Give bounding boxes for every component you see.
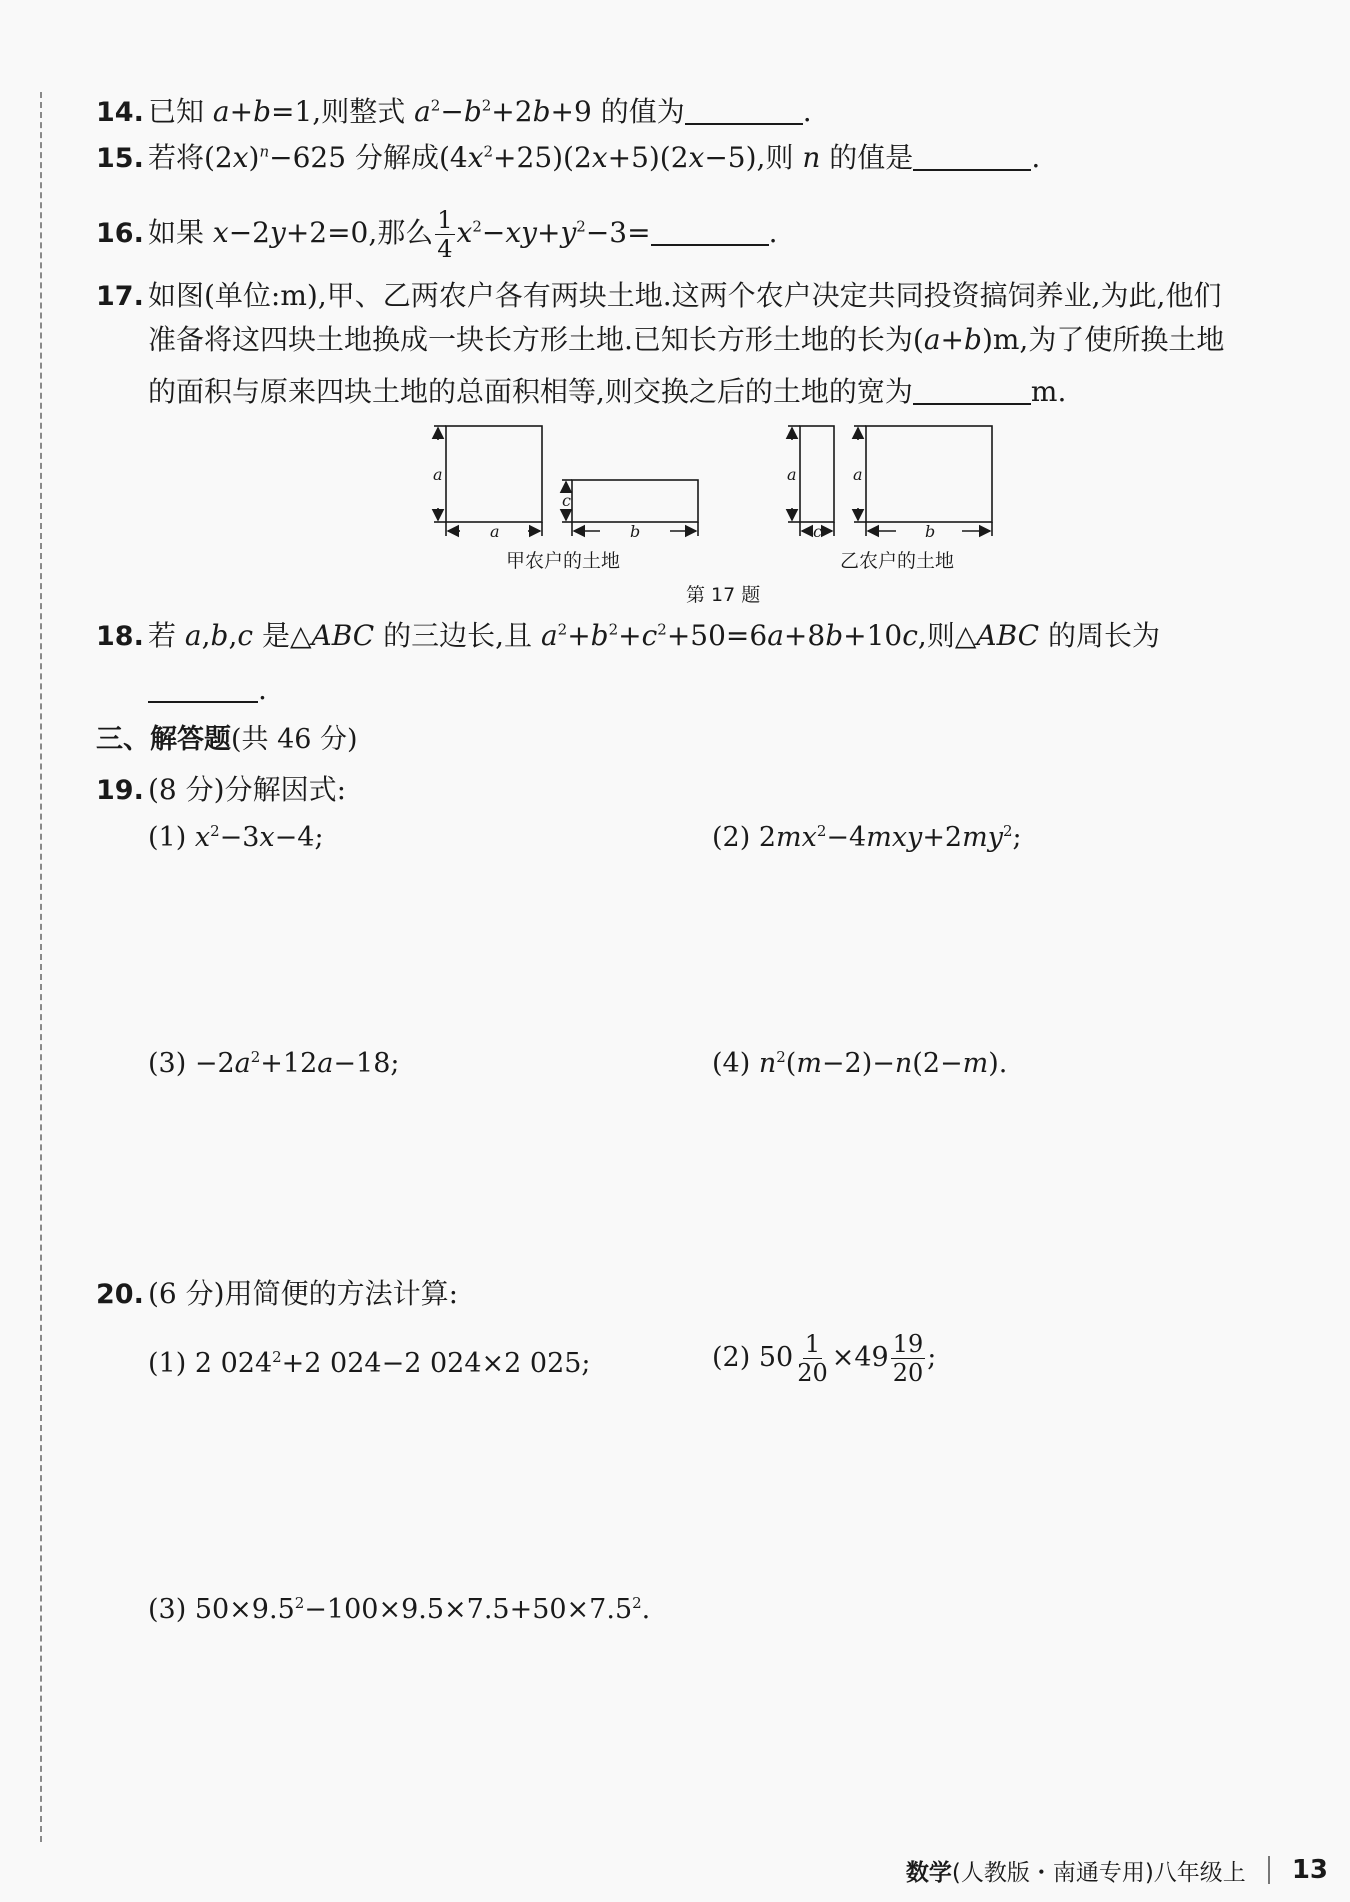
question-17-line-2 [148, 322, 1224, 358]
var: c [641, 619, 658, 652]
op: + [940, 323, 964, 356]
var: mxy [866, 822, 923, 853]
text: −4; [274, 822, 324, 853]
period: . [258, 673, 267, 706]
text: ) [248, 141, 260, 174]
text: +2=0,那么 [285, 216, 434, 249]
answer-blank[interactable] [651, 244, 769, 246]
var: ABC [976, 619, 1040, 652]
jia-square-height-label: a [433, 465, 443, 484]
question-14 [96, 94, 812, 131]
text: −2)− [821, 1048, 895, 1079]
section-points: (共 46 分) [231, 724, 358, 755]
exponent: 2 [776, 1048, 786, 1066]
text: −100×9.5×7.5+50×7.5 [304, 1594, 633, 1625]
var: x [194, 822, 211, 853]
question-number: 16. [96, 218, 144, 249]
section-title: 三、解答题 [96, 724, 231, 755]
op: − [481, 216, 506, 249]
text: . [641, 1594, 651, 1625]
question-18 [96, 618, 1160, 655]
answer-blank[interactable] [148, 701, 258, 703]
fraction [891, 1330, 926, 1387]
q20-part-3 [148, 1592, 650, 1628]
yi-narrow-height-label: a [787, 465, 797, 484]
op: + [536, 216, 561, 249]
var: a [414, 95, 431, 128]
numerator: 19 [892, 1330, 924, 1358]
var: b [463, 95, 482, 128]
denominator: 20 [892, 1359, 924, 1387]
exponent: 2 [632, 1594, 642, 1612]
var: y [269, 216, 286, 249]
exponent: 2 [294, 1594, 305, 1612]
yi-wide-width-label: b [925, 522, 936, 541]
yi-wide-plot [866, 426, 992, 522]
exponent: 2 [576, 217, 586, 236]
subject: 数学 [905, 1859, 952, 1886]
q19-part-2 [712, 820, 1022, 856]
var: x [212, 216, 229, 249]
text: 已知 [148, 95, 213, 128]
q19-part-1 [148, 820, 324, 856]
exponent: 2 [483, 142, 494, 161]
period: . [768, 216, 778, 249]
text: (4) [712, 1048, 759, 1079]
var: a [317, 1048, 334, 1079]
yi-narrow-width-label: c [813, 522, 822, 541]
question-number: 14. [96, 97, 144, 128]
var: n [758, 1048, 777, 1079]
book-title [906, 1854, 1246, 1887]
var: xy [505, 216, 537, 249]
exponent: 2 [557, 620, 568, 639]
var: c [902, 619, 918, 652]
text: ; [1012, 822, 1022, 853]
q19-part-3 [148, 1046, 399, 1082]
question-number: 18. [96, 621, 144, 652]
footer-divider [1268, 1856, 1270, 1884]
question-number: 15. [96, 143, 144, 174]
text: ×49 [831, 1342, 889, 1373]
question-19 [96, 772, 346, 809]
exponent: 2 [472, 217, 482, 236]
var: b [210, 619, 229, 652]
exponent: 2 [430, 96, 441, 115]
figure-caption: 第 17 题 [686, 584, 761, 606]
jia-caption: 甲农户的土地 [506, 550, 621, 572]
exponent: 2 [816, 822, 827, 840]
q19-part-4 [712, 1046, 1007, 1082]
text: −2 [228, 216, 270, 249]
q20-part-1 [148, 1346, 591, 1382]
var: a [767, 619, 784, 652]
question-number: 17. [96, 281, 144, 312]
text: (3) 50×9.5 [148, 1594, 295, 1625]
text: +2 [922, 822, 963, 853]
text: )m,为了使所换土地 [981, 323, 1225, 356]
text: −18; [333, 1048, 400, 1079]
var: a [212, 95, 230, 128]
jia-square-plot [446, 426, 542, 522]
var: x [232, 141, 249, 174]
var: b [253, 95, 272, 128]
text: +25)(2 [493, 141, 592, 174]
text: (2− [912, 1048, 963, 1079]
answer-blank[interactable] [685, 123, 803, 125]
question-16 [96, 206, 777, 263]
op: + [229, 95, 254, 128]
text: +12 [260, 1048, 318, 1079]
var: a [923, 323, 941, 356]
var: b [590, 619, 609, 652]
text: +9 的值为 [550, 95, 685, 128]
exponent: 2 [210, 822, 220, 840]
numerator: 1 [804, 1330, 821, 1358]
var: x [259, 822, 275, 853]
text: +2 [491, 95, 533, 128]
question-17-line-1 [96, 278, 1221, 315]
var: x [456, 216, 473, 249]
jia-rectangle-plot [572, 480, 698, 522]
exponent: n [259, 142, 270, 161]
var: b [532, 95, 551, 128]
question-number: 19. [96, 775, 144, 806]
text: ( [785, 1048, 797, 1079]
text: 的值是 [820, 141, 914, 174]
op: − [440, 95, 464, 128]
jia-rect-height-label: c [562, 491, 571, 510]
text: 若将(2 [148, 141, 233, 174]
text: 的面积与原来四块土地的总面积相等,则交换之后的土地的宽为 [148, 375, 913, 408]
jia-rect-width-label: b [630, 522, 641, 541]
text: +50=6 [666, 619, 768, 652]
text: +5)(2 [607, 141, 689, 174]
exponent: 2 [250, 1048, 261, 1066]
exponent: 2 [657, 620, 667, 639]
denominator: 20 [797, 1359, 828, 1387]
text: ). [988, 1048, 1008, 1079]
var: my [962, 822, 1003, 853]
var: mx [776, 822, 817, 853]
yi-narrow-plot [800, 426, 834, 522]
text: (1) [148, 822, 195, 853]
jia-square-width-label: a [490, 522, 500, 541]
text: (8 分)分解因式: [148, 773, 346, 806]
q20-part-2 [712, 1330, 936, 1387]
text: +8 [783, 619, 826, 652]
var: n [894, 1048, 913, 1079]
exponent: 2 [272, 1348, 282, 1366]
text: (3) −2 [148, 1048, 235, 1079]
text: 的三边长,且 [374, 619, 541, 652]
op: + [567, 619, 591, 652]
edition: (人教版・南通专用)八年级上 [951, 1859, 1246, 1886]
text: , [201, 619, 211, 652]
text: (6 分)用简便的方法计算: [148, 1277, 458, 1310]
question-18-continued [148, 672, 267, 708]
period: . [802, 95, 812, 128]
var: b [825, 619, 844, 652]
text: 的周长为 [1039, 619, 1161, 652]
text: −5),则 [704, 141, 803, 174]
answer-blank[interactable] [913, 169, 1031, 171]
op: + [618, 619, 642, 652]
text: ,则△ [917, 619, 977, 652]
text: ; [927, 1342, 937, 1373]
yi-caption: 乙农户的土地 [840, 550, 955, 572]
answer-blank[interactable] [913, 403, 1031, 405]
text: =1,则整式 [271, 95, 415, 128]
question-17-line-3 [148, 374, 1066, 410]
var: x [688, 141, 705, 174]
var: x [467, 141, 484, 174]
exponent: 2 [1002, 822, 1013, 840]
var: a [540, 619, 558, 652]
page-number: 13 [1291, 1855, 1328, 1885]
page-footer [906, 1848, 1328, 1892]
text: (1) 2 024 [148, 1348, 273, 1379]
text: 是△ [253, 619, 312, 652]
var: a [234, 1048, 251, 1079]
text: −3 [219, 822, 260, 853]
var: n [802, 141, 821, 174]
text: (2) 2 [712, 822, 777, 853]
var: m [962, 1048, 989, 1079]
var: x [591, 141, 608, 174]
var: b [964, 323, 982, 356]
var: m [796, 1048, 822, 1079]
text: 准备将这四块土地换成一块长方形土地.已知长方形土地的长为( [148, 323, 924, 356]
text: 如果 [148, 216, 213, 249]
text: −4 [826, 822, 867, 853]
var: a [184, 619, 202, 652]
text: −625 分解成(4 [269, 141, 468, 174]
text: −3= [585, 216, 651, 249]
text: 如图(单位:m),甲、乙两农户各有两块土地.这两个农户决定共同投资搞饲养业,为此,他们 [148, 279, 1222, 312]
text: m. [1030, 375, 1067, 408]
question-15 [96, 140, 1040, 177]
fraction [435, 206, 454, 263]
question-number: 20. [96, 1279, 144, 1310]
numerator: 1 [437, 206, 453, 234]
question-20 [96, 1276, 458, 1313]
var: y [560, 216, 577, 249]
exponent: 2 [608, 620, 619, 639]
yi-wide-height-label: a [853, 465, 863, 484]
text: , [228, 619, 238, 652]
text: +10 [843, 619, 903, 652]
var: c [237, 619, 254, 652]
fraction [795, 1330, 830, 1387]
text: (2) 50 [712, 1342, 794, 1373]
period: . [1031, 141, 1041, 174]
var: ABC [311, 619, 375, 652]
binding-margin-line [40, 92, 42, 1842]
denominator: 4 [437, 235, 453, 263]
exponent: 2 [481, 96, 492, 115]
text: 若 [148, 619, 185, 652]
text: +2 024−2 024×2 025; [281, 1348, 591, 1379]
section-heading [96, 722, 358, 758]
